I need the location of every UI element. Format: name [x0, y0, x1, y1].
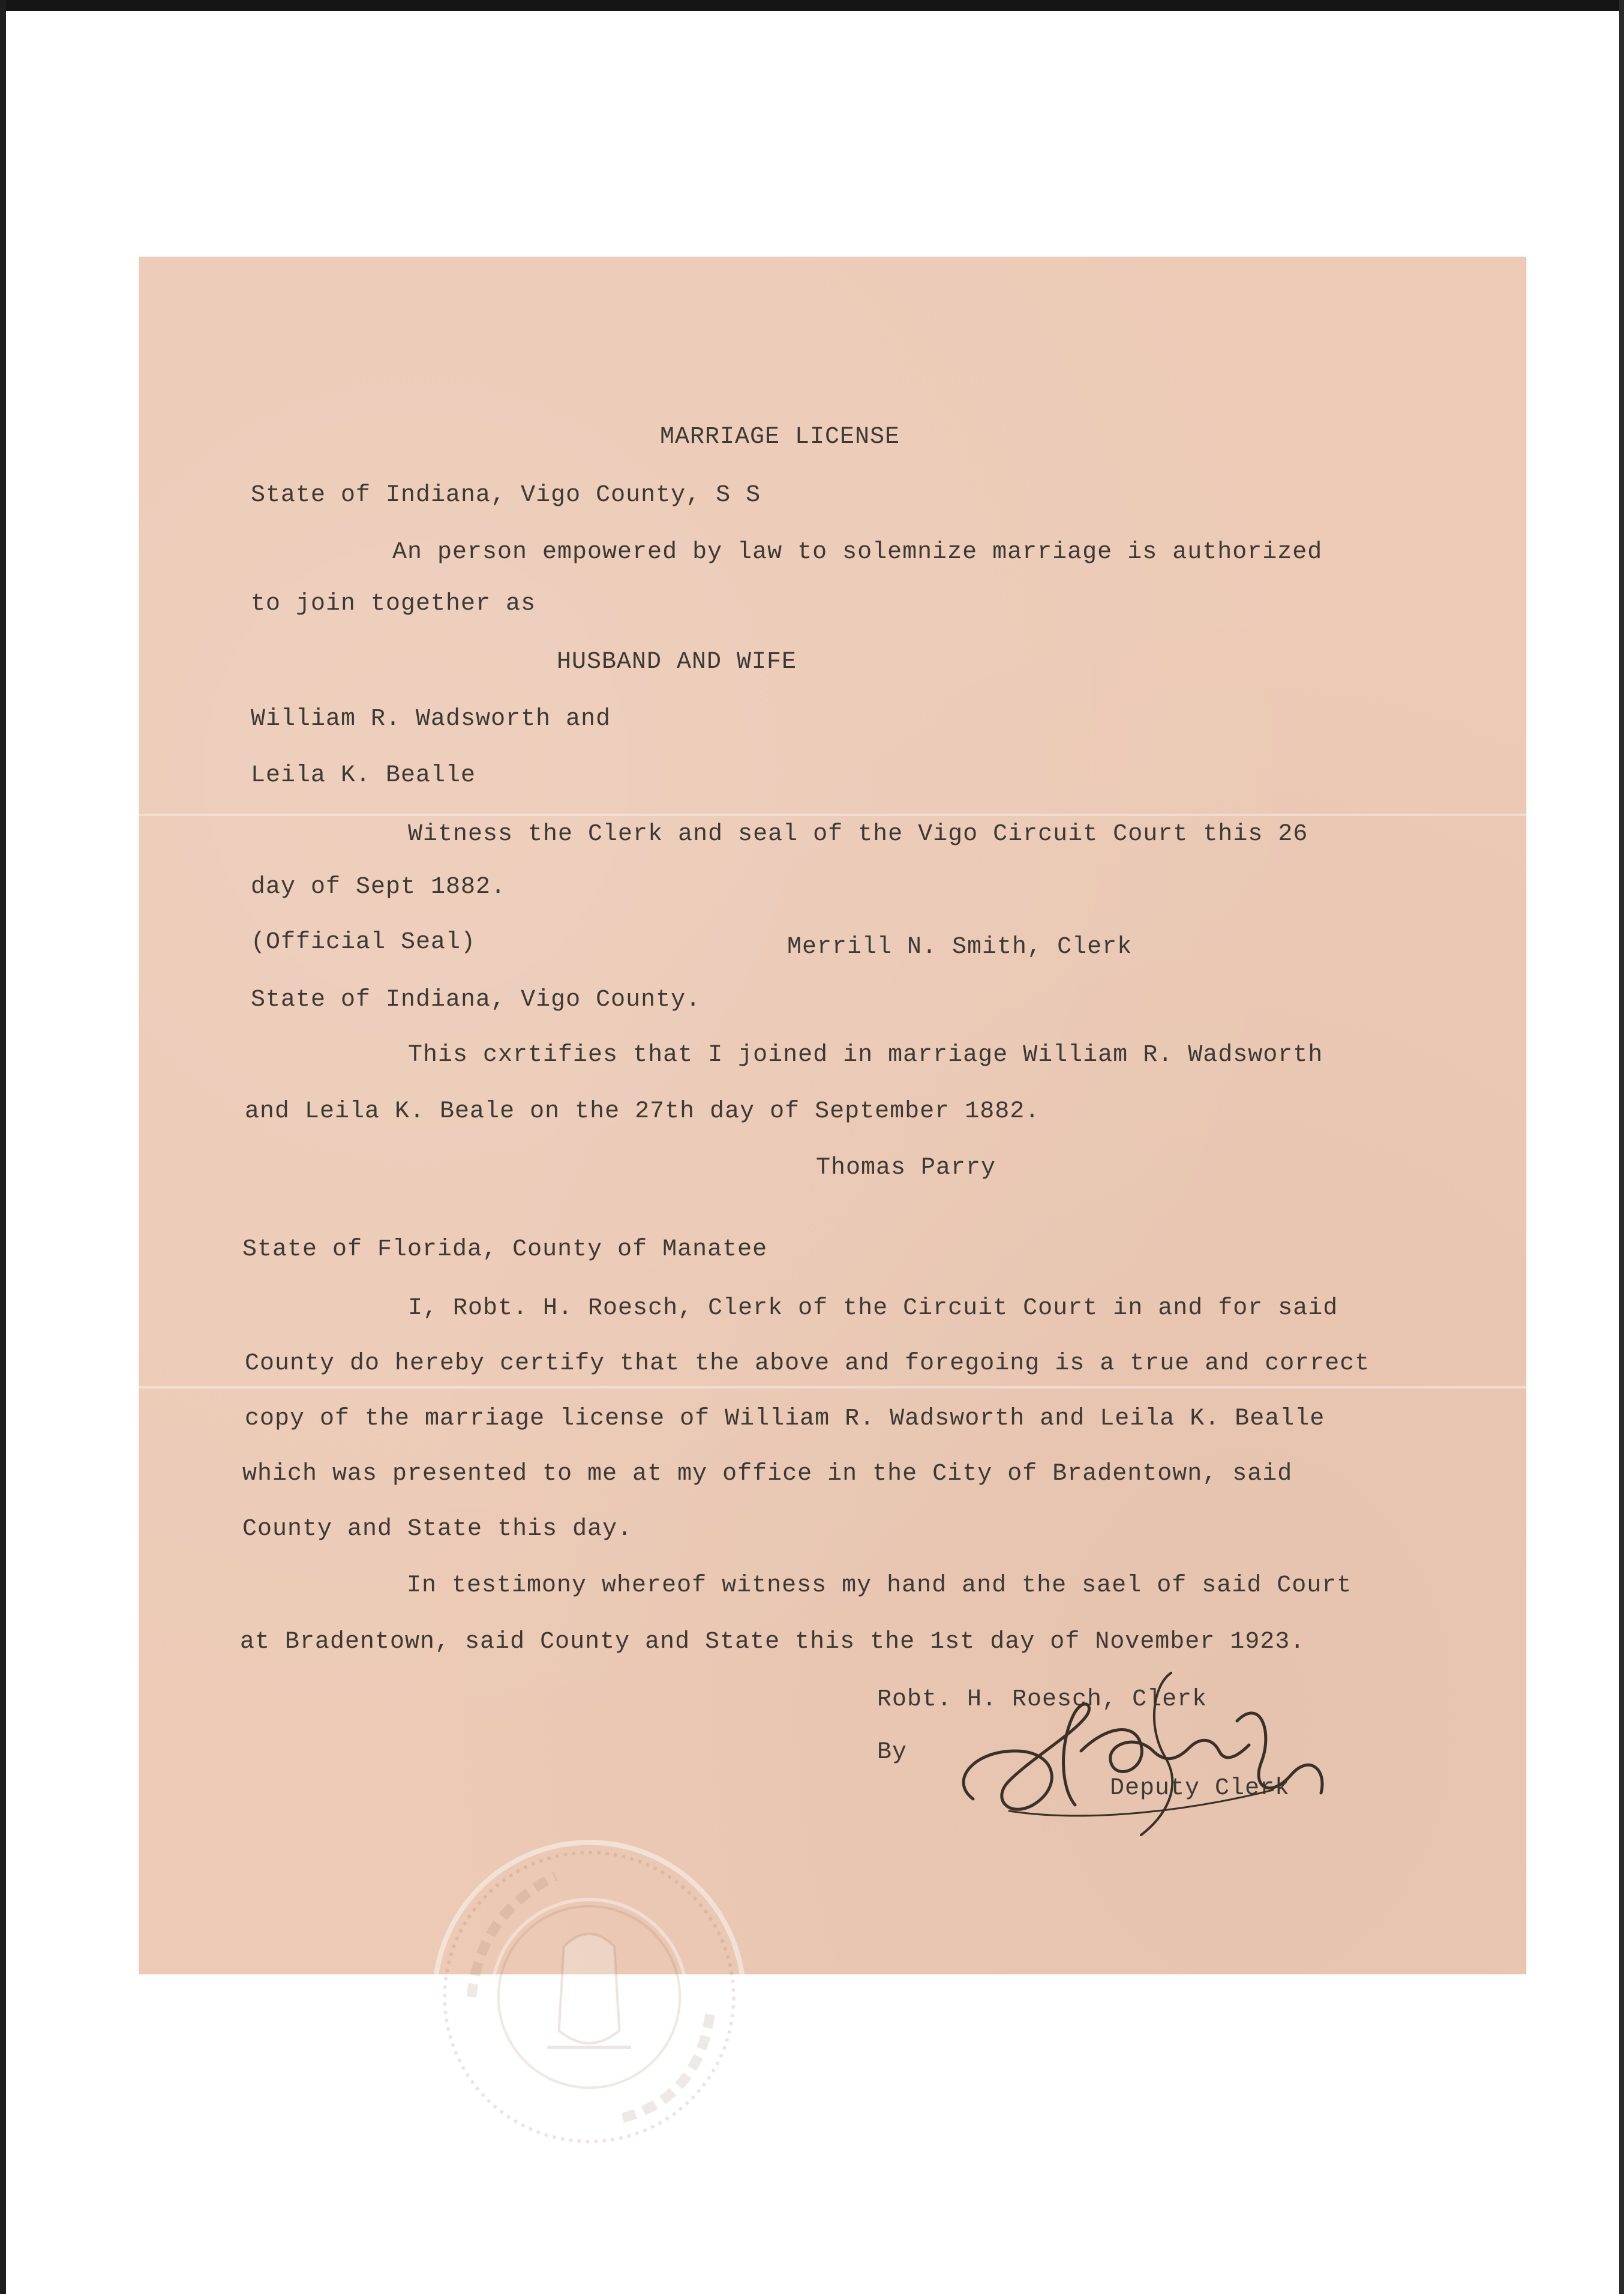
scan-top-edge	[0, 0, 1624, 11]
indiana-venue: State of Indiana, Vigo County, S S	[251, 482, 761, 509]
officiant-name: Thomas Parry	[816, 1155, 996, 1182]
testimony-text: at Bradentown, said County and State this the 1st day of November 1923.	[240, 1629, 1305, 1656]
embossed-seal-icon	[421, 1829, 757, 2165]
florida-certification-text: copy of the marriage license of William R. Wadsworth and Leila K. Bealle	[245, 1405, 1325, 1432]
florida-certification-text: County and State this day.	[242, 1516, 633, 1543]
by-label: By	[877, 1739, 908, 1766]
document-page	[139, 257, 1526, 1974]
certification-text: This cxrtifies that I joined in marriage William R. Wadsworth	[408, 1042, 1323, 1069]
scan-right-edge	[1619, 0, 1624, 2294]
fold-crease	[139, 814, 1526, 816]
scan-left-edge	[0, 0, 6, 2294]
testimony-text: In testimony whereof witness my hand and the sael of said Court	[407, 1572, 1352, 1599]
bride-name: Leila K. Bealle	[251, 762, 476, 789]
witness-text: day of Sept 1882.	[251, 874, 506, 901]
florida-certification-text: County do hereby certify that the above and foregoing is a true and correct	[245, 1350, 1370, 1377]
certification-text: and Leila K. Beale on the 27th day of September 1882.	[245, 1098, 1040, 1125]
florida-clerk-name: Robt. H. Roesch, Clerk	[877, 1686, 1208, 1713]
authorization-text: An person empowered by law to solemnize marriage is authorized	[392, 539, 1323, 566]
fold-crease	[139, 1386, 1526, 1389]
indiana-clerk-name: Merrill N. Smith, Clerk	[787, 934, 1133, 961]
florida-certification-text: which was presented to me at my office in the City of Bradentown, said	[242, 1461, 1293, 1488]
deputy-clerk-label: Deputy Clerk	[1110, 1775, 1290, 1802]
florida-certification-text: I, Robt. H. Roesch, Clerk of the Circuit Court in and for said	[408, 1295, 1338, 1322]
groom-name: William R. Wadsworth and	[251, 706, 611, 733]
witness-text: Witness the Clerk and seal of the Vigo Circuit Court this 26	[408, 821, 1308, 848]
authorization-text: to join together as	[251, 590, 536, 617]
document-title: MARRIAGE LICENSE	[660, 424, 900, 451]
florida-venue: State of Florida, County of Manatee	[242, 1236, 768, 1263]
indiana-county-heading: State of Indiana, Vigo County.	[251, 986, 701, 1013]
husband-and-wife-heading: HUSBAND AND WIFE	[557, 649, 797, 676]
handwritten-signature-icon	[937, 1661, 1357, 1853]
official-seal-label: (Official Seal)	[251, 929, 476, 956]
